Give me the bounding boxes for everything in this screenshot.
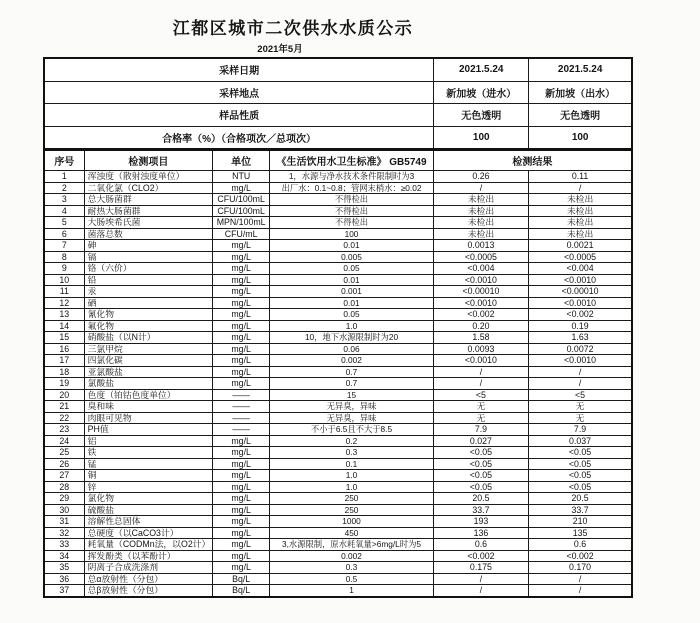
table-row <box>44 297 632 309</box>
cell-index: 1 <box>44 171 84 183</box>
cell-result-inlet: 1.58 <box>433 332 528 344</box>
period-label: 2021年5月 <box>257 44 303 55</box>
table-row <box>44 251 632 263</box>
cell-standard: 0.3 <box>270 562 434 574</box>
cell-result-outlet: 0.0072 <box>529 343 632 355</box>
cell-result-outlet: 未检出 <box>529 205 632 217</box>
cell-index: 11 <box>44 286 84 298</box>
cell-index: 7 <box>44 240 84 252</box>
col-header-standard: 《生活饮用水卫生标准》 GB5749 <box>270 150 434 171</box>
cell-index: 27 <box>44 470 84 482</box>
cell-result-outlet: 未检出 <box>529 228 632 240</box>
table-row <box>44 424 632 436</box>
cell-index: 36 <box>44 573 84 585</box>
cell-item: 臭和味 <box>84 401 212 413</box>
cell-item: 铬（六价） <box>84 263 212 275</box>
cell-result-outlet: 20.5 <box>529 493 632 505</box>
col-header-result: 检测结果 <box>433 150 632 171</box>
cell-result-outlet: <0.002 <box>529 309 632 321</box>
cell-unit: mg/L <box>213 182 270 194</box>
cell-unit: NTU <box>213 171 270 183</box>
cell-standard: 0.002 <box>270 355 434 367</box>
cell-item: 阴离子合成洗涤剂 <box>84 562 212 574</box>
cell-index: 21 <box>44 401 84 413</box>
cell-item: 锰 <box>84 458 212 470</box>
cell-standard: 1000 <box>270 516 434 528</box>
table-row <box>44 309 632 321</box>
cell-item: 总β放射性（分包） <box>84 585 212 597</box>
cell-result-inlet: 0.20 <box>433 320 528 332</box>
cell-index: 35 <box>44 562 84 574</box>
cell-unit: mg/L <box>213 527 270 539</box>
cell-standard: 0.05 <box>270 309 434 321</box>
cell-unit: mg/L <box>213 286 270 298</box>
cell-item: 铜 <box>84 470 212 482</box>
cell-index: 13 <box>44 309 84 321</box>
cell-result-outlet: 无 <box>529 401 632 413</box>
cell-unit: mg/L <box>213 562 270 574</box>
cell-item: 汞 <box>84 286 212 298</box>
table-row <box>44 550 632 562</box>
cell-result-inlet: / <box>433 182 528 194</box>
cell-index: 34 <box>44 550 84 562</box>
table-row <box>44 182 632 194</box>
cell-standard: 250 <box>270 504 434 516</box>
table-row <box>44 527 632 539</box>
cell-index: 14 <box>44 320 84 332</box>
cell-result-outlet: 0.037 <box>529 435 632 447</box>
cell-item: 铅 <box>84 274 212 286</box>
cell-result-inlet: <0.0010 <box>433 297 528 309</box>
cell-item: 肉眼可见物 <box>84 412 212 424</box>
info-row <box>44 58 632 81</box>
cell-item: 色度（铂钴色度单位） <box>84 389 212 401</box>
cell-result-outlet: <0.05 <box>529 481 632 493</box>
page-title: 江都区城市二次供水水质公示 <box>172 19 414 38</box>
cell-index: 26 <box>44 458 84 470</box>
cell-result-outlet: 135 <box>529 527 632 539</box>
cell-item: 砷 <box>84 240 212 252</box>
cell-standard: 0.06 <box>270 343 434 355</box>
cell-index: 5 <box>44 217 84 229</box>
cell-standard: 不得检出 <box>270 217 434 229</box>
cell-result-outlet: <0.05 <box>529 470 632 482</box>
cell-result-outlet: <0.0010 <box>529 274 632 286</box>
cell-index: 12 <box>44 297 84 309</box>
cell-result-outlet: 0.0021 <box>529 240 632 252</box>
cell-result-inlet: / <box>433 585 528 597</box>
cell-unit: mg/L <box>213 251 270 263</box>
info-table-body <box>44 58 632 149</box>
info-label: 采样地点 <box>44 81 434 104</box>
cell-result-outlet: <0.05 <box>529 447 632 459</box>
cell-result-outlet: 0.11 <box>529 171 632 183</box>
table-row <box>44 378 632 390</box>
table-row <box>44 516 632 528</box>
cell-result-inlet: 0.0013 <box>433 240 528 252</box>
cell-unit: MPN/100mL <box>213 217 270 229</box>
cell-standard: 不得检出 <box>270 194 434 206</box>
cell-index: 6 <box>44 228 84 240</box>
cell-index: 37 <box>44 585 84 597</box>
cell-unit: mg/L <box>213 309 270 321</box>
info-value-inlet: 100 <box>434 126 529 149</box>
cell-result-inlet: 136 <box>433 527 528 539</box>
cell-index: 23 <box>44 424 84 436</box>
cell-standard: 0.01 <box>270 297 434 309</box>
cell-standard: 不小于6.5且不大于8.5 <box>270 424 434 436</box>
cell-unit: mg/L <box>213 504 270 516</box>
cell-result-outlet: 0.170 <box>529 562 632 574</box>
cell-result-inlet: <0.002 <box>433 309 528 321</box>
cell-result-inlet: 33.7 <box>433 504 528 516</box>
cell-index: 10 <box>44 274 84 286</box>
cell-unit: mg/L <box>213 366 270 378</box>
cell-result-inlet: <0.05 <box>433 447 528 459</box>
table-row <box>44 263 632 275</box>
table-row <box>44 481 632 493</box>
cell-index: 30 <box>44 504 84 516</box>
cell-unit: mg/L <box>213 355 270 367</box>
cell-unit: mg/L <box>213 493 270 505</box>
cell-index: 3 <box>44 194 84 206</box>
cell-index: 19 <box>44 378 84 390</box>
cell-result-inlet: <0.002 <box>433 550 528 562</box>
cell-item: 总α放射性（分包） <box>84 573 212 585</box>
table-row <box>44 412 632 424</box>
info-row <box>44 104 632 127</box>
cell-result-outlet: / <box>529 366 632 378</box>
cell-unit: —— <box>213 424 270 436</box>
cell-result-outlet: 1.63 <box>529 332 632 344</box>
cell-result-inlet: 0.027 <box>433 435 528 447</box>
cell-unit: mg/L <box>213 297 270 309</box>
table-row <box>44 573 632 585</box>
cell-result-outlet: <0.05 <box>529 458 632 470</box>
cell-standard: 3,水源限制，原水耗氧量>6mg/L时为5 <box>270 539 434 551</box>
cell-item: 氰化物 <box>84 309 212 321</box>
cell-result-outlet: <0.0005 <box>529 251 632 263</box>
cell-result-inlet: <0.0010 <box>433 355 528 367</box>
cell-index: 28 <box>44 481 84 493</box>
cell-result-outlet: 210 <box>529 516 632 528</box>
cell-item: 总大肠菌群 <box>84 194 212 206</box>
cell-index: 15 <box>44 332 84 344</box>
cell-standard: 0.7 <box>270 378 434 390</box>
cell-item: 硫酸盐 <box>84 504 212 516</box>
table-row <box>44 401 632 413</box>
cell-unit: mg/L <box>213 332 270 344</box>
cell-result-outlet: / <box>529 573 632 585</box>
cell-item: 铝 <box>84 435 212 447</box>
cell-unit: mg/L <box>213 320 270 332</box>
table-row <box>44 332 632 344</box>
cell-result-inlet: 193 <box>433 516 528 528</box>
table-row <box>44 435 632 447</box>
cell-standard: 无异臭，异味 <box>270 401 434 413</box>
cell-result-outlet: 未检出 <box>529 194 632 206</box>
cell-result-inlet: 7.9 <box>433 424 528 436</box>
cell-standard: 10，地下水源限制时为20 <box>270 332 434 344</box>
cell-result-outlet: <0.004 <box>529 263 632 275</box>
info-row <box>44 126 632 149</box>
cell-standard: 0.005 <box>270 251 434 263</box>
cell-unit: CFU/100mL <box>213 194 270 206</box>
col-header-unit: 单位 <box>213 150 270 171</box>
cell-unit: mg/L <box>213 343 270 355</box>
cell-result-inlet: <5 <box>433 389 528 401</box>
cell-unit: mg/L <box>213 516 270 528</box>
cell-item: 锌 <box>84 481 212 493</box>
cell-unit: mg/L <box>213 263 270 275</box>
col-header-item: 检测项目 <box>84 150 212 171</box>
cell-unit: CFU/100mL <box>213 205 270 217</box>
info-label: 样品性质 <box>44 104 434 127</box>
cell-result-inlet: <0.00010 <box>433 286 528 298</box>
cell-standard: 0.1 <box>270 458 434 470</box>
cell-unit: Bq/L <box>213 585 270 597</box>
cell-result-inlet: 20.5 <box>433 493 528 505</box>
cell-result-outlet: 0.6 <box>529 539 632 551</box>
table-row <box>44 217 632 229</box>
cell-result-outlet: / <box>529 585 632 597</box>
cell-index: 33 <box>44 539 84 551</box>
cell-result-inlet: 未检出 <box>433 205 528 217</box>
cell-result-inlet: 0.6 <box>433 539 528 551</box>
cell-result-inlet: 无 <box>433 412 528 424</box>
table-row <box>44 366 632 378</box>
cell-unit: mg/L <box>213 447 270 459</box>
cell-unit: mg/L <box>213 550 270 562</box>
cell-index: 22 <box>44 412 84 424</box>
cell-item: 硝酸盐（以N计） <box>84 332 212 344</box>
cell-result-outlet: <5 <box>529 389 632 401</box>
cell-result-outlet: <0.00010 <box>529 286 632 298</box>
cell-item: 挥发酚类（以苯酚计） <box>84 550 212 562</box>
cell-item: 镉 <box>84 251 212 263</box>
cell-item: 硒 <box>84 297 212 309</box>
cell-item: 二氧化氯（CLO2） <box>84 182 212 194</box>
table-row <box>44 274 632 286</box>
cell-result-inlet: <0.0010 <box>433 274 528 286</box>
cell-index: 20 <box>44 389 84 401</box>
table-row <box>44 320 632 332</box>
cell-standard: 1，水源与净水技术条件限制时为3 <box>270 171 434 183</box>
info-label: 合格率（%）（合格项次／总项次） <box>44 126 434 149</box>
table-row <box>44 447 632 459</box>
table-row <box>44 585 632 597</box>
cell-standard: 不得检出 <box>270 205 434 217</box>
cell-index: 18 <box>44 366 84 378</box>
table-row <box>44 539 632 551</box>
cell-item: 总硬度（以CaCO3计） <box>84 527 212 539</box>
cell-index: 9 <box>44 263 84 275</box>
cell-item: 浑浊度（散射浊度单位） <box>84 171 212 183</box>
cell-result-inlet: / <box>433 366 528 378</box>
col-header-index: 序号 <box>44 150 84 171</box>
cell-unit: mg/L <box>213 539 270 551</box>
cell-result-inlet: 无 <box>433 401 528 413</box>
cell-standard: 0.5 <box>270 573 434 585</box>
cell-item: 氟化物 <box>84 320 212 332</box>
cell-result-outlet: / <box>529 378 632 390</box>
cell-standard: 0.001 <box>270 286 434 298</box>
table-row <box>44 355 632 367</box>
table-row <box>44 171 632 183</box>
cell-item: 三氯甲烷 <box>84 343 212 355</box>
cell-result-inlet: 未检出 <box>433 228 528 240</box>
cell-standard: 0.002 <box>270 550 434 562</box>
cell-standard: 0.2 <box>270 435 434 447</box>
cell-index: 25 <box>44 447 84 459</box>
info-label: 采样日期 <box>44 58 434 81</box>
results-header-row <box>44 150 632 171</box>
info-value-inlet: 新加坡（进水） <box>434 81 529 104</box>
cell-result-inlet: / <box>433 378 528 390</box>
cell-result-inlet: 0.26 <box>433 171 528 183</box>
cell-unit: —— <box>213 389 270 401</box>
cell-unit: —— <box>213 401 270 413</box>
table-row <box>44 205 632 217</box>
cell-standard: 1.0 <box>270 320 434 332</box>
info-value-inlet: 2021.5.24 <box>434 58 529 81</box>
table-row <box>44 458 632 470</box>
cell-result-outlet: 无 <box>529 412 632 424</box>
cell-standard: 0.3 <box>270 447 434 459</box>
cell-standard: 1 <box>270 585 434 597</box>
cell-item: 耐热大肠菌群 <box>84 205 212 217</box>
cell-standard: 无异臭，异味 <box>270 412 434 424</box>
cell-unit: mg/L <box>213 378 270 390</box>
cell-standard: 15 <box>270 389 434 401</box>
cell-standard: 0.05 <box>270 263 434 275</box>
info-value-outlet: 新加坡（出水） <box>529 81 632 104</box>
table-row <box>44 343 632 355</box>
cell-index: 4 <box>44 205 84 217</box>
table-row <box>44 562 632 574</box>
info-value-outlet: 2021.5.24 <box>529 58 632 81</box>
cell-result-inlet: 未检出 <box>433 217 528 229</box>
cell-index: 17 <box>44 355 84 367</box>
cell-result-inlet: <0.05 <box>433 458 528 470</box>
cell-unit: mg/L <box>213 435 270 447</box>
cell-result-outlet: 7.9 <box>529 424 632 436</box>
info-value-inlet: 无色透明 <box>434 104 529 127</box>
cell-unit: mg/L <box>213 458 270 470</box>
info-value-outlet: 无色透明 <box>529 104 632 127</box>
cell-result-outlet: <0.002 <box>529 550 632 562</box>
cell-unit: mg/L <box>213 470 270 482</box>
cell-standard: 出厂水：0.1~0.8；管网末梢水：≥0.02 <box>270 182 434 194</box>
table-row <box>44 389 632 401</box>
cell-result-outlet: / <box>529 182 632 194</box>
cell-item: 亚氯酸盐 <box>84 366 212 378</box>
cell-standard: 0.01 <box>270 240 434 252</box>
cell-index: 31 <box>44 516 84 528</box>
info-row <box>44 81 632 104</box>
cell-unit: Bq/L <box>213 573 270 585</box>
cell-result-inlet: <0.05 <box>433 481 528 493</box>
cell-result-inlet: / <box>433 573 528 585</box>
table-row <box>44 493 632 505</box>
cell-result-inlet: 0.175 <box>433 562 528 574</box>
cell-result-inlet: 0.0093 <box>433 343 528 355</box>
cell-unit: mg/L <box>213 240 270 252</box>
cell-standard: 450 <box>270 527 434 539</box>
cell-result-outlet: 33.7 <box>529 504 632 516</box>
cell-unit: —— <box>213 412 270 424</box>
cell-item: 耗氧量（CODMn法，以O2计） <box>84 539 212 551</box>
cell-item: PH值 <box>84 424 212 436</box>
results-table-body <box>44 171 632 597</box>
cell-standard: 0.7 <box>270 366 434 378</box>
cell-result-inlet: <0.004 <box>433 263 528 275</box>
table-row <box>44 470 632 482</box>
table-row <box>44 286 632 298</box>
cell-standard: 1.0 <box>270 481 434 493</box>
cell-index: 32 <box>44 527 84 539</box>
cell-item: 氯化物 <box>84 493 212 505</box>
cell-result-outlet: 0.19 <box>529 320 632 332</box>
cell-result-outlet: 未检出 <box>529 217 632 229</box>
cell-standard: 100 <box>270 228 434 240</box>
results-table <box>43 149 633 598</box>
table-row <box>44 240 632 252</box>
info-value-outlet: 100 <box>529 126 632 149</box>
cell-index: 8 <box>44 251 84 263</box>
cell-standard: 0.01 <box>270 274 434 286</box>
document-page <box>43 6 633 598</box>
cell-index: 16 <box>44 343 84 355</box>
cell-standard: 1.0 <box>270 470 434 482</box>
cell-item: 溶解性总固体 <box>84 516 212 528</box>
cell-item: 四氯化碳 <box>84 355 212 367</box>
cell-unit: CFU/mL <box>213 228 270 240</box>
table-row <box>44 504 632 516</box>
cell-item: 氯酸盐 <box>84 378 212 390</box>
cell-index: 24 <box>44 435 84 447</box>
table-row <box>44 194 632 206</box>
cell-result-outlet: <0.0010 <box>529 355 632 367</box>
cell-standard: 250 <box>270 493 434 505</box>
cell-result-inlet: <0.0005 <box>433 251 528 263</box>
cell-index: 2 <box>44 182 84 194</box>
table-row <box>44 228 632 240</box>
cell-result-outlet: <0.0010 <box>529 297 632 309</box>
cell-unit: mg/L <box>213 481 270 493</box>
cell-result-inlet: <0.05 <box>433 470 528 482</box>
info-table <box>43 57 633 150</box>
cell-result-inlet: 未检出 <box>433 194 528 206</box>
cell-index: 29 <box>44 493 84 505</box>
cell-unit: mg/L <box>213 274 270 286</box>
cell-item: 大肠埃希氏菌 <box>84 217 212 229</box>
cell-item: 菌落总数 <box>84 228 212 240</box>
cell-item: 铁 <box>84 447 212 459</box>
